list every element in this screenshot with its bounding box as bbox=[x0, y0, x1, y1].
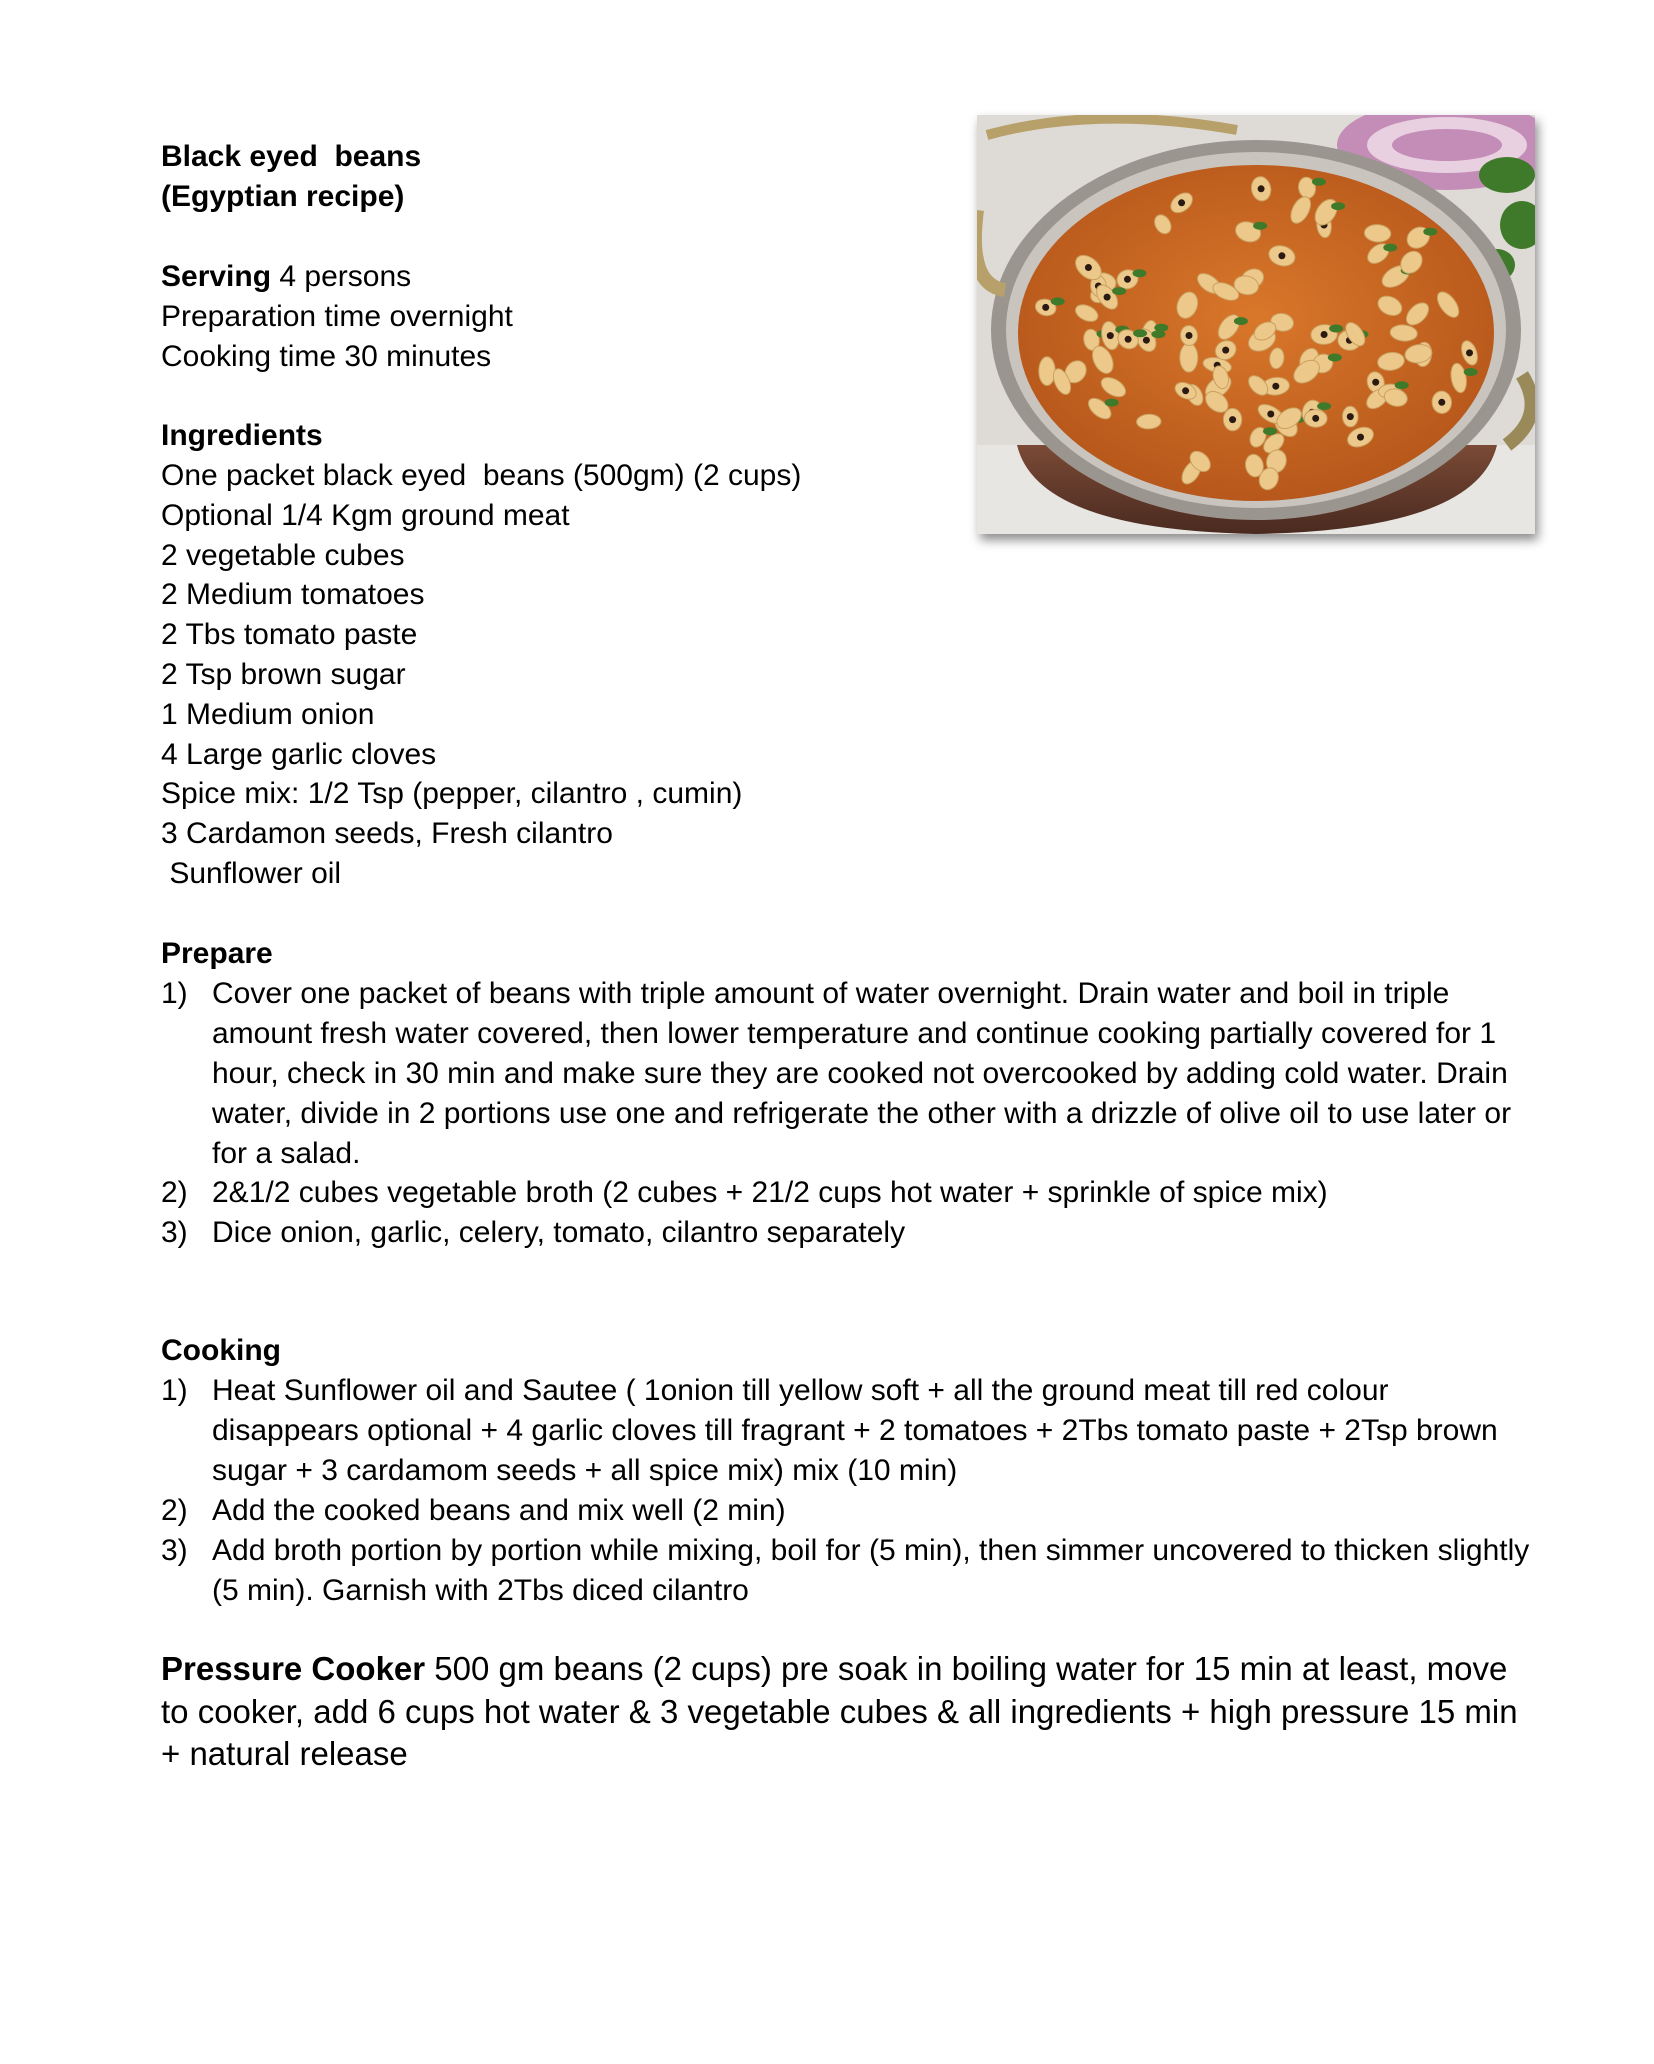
prepare-step: 2&1/2 cubes vegetable broth (2 cubes + 21/2 cups hot water + sprinkle of spice mix) bbox=[212, 1176, 1328, 1209]
bean bbox=[1180, 343, 1198, 372]
bean-eye bbox=[1143, 337, 1150, 344]
cilantro-leaf bbox=[1133, 329, 1147, 337]
bean-eye bbox=[1042, 304, 1049, 311]
bean-eye bbox=[1222, 347, 1229, 354]
bean-eye bbox=[1438, 399, 1445, 406]
bean-eye bbox=[1178, 199, 1185, 206]
pressure-cooker-paragraph bbox=[161, 1648, 1541, 1776]
cilantro-leaf bbox=[1051, 297, 1065, 305]
serving-line bbox=[161, 257, 411, 297]
bean-eye bbox=[1186, 332, 1193, 339]
bean-eye bbox=[1272, 383, 1279, 390]
cilantro-leaf bbox=[1328, 354, 1342, 362]
black-eyed-beans-dish-photo bbox=[977, 115, 1535, 534]
bean-eye bbox=[1107, 332, 1114, 339]
pressure-cooker-label: Pressure Cooker bbox=[161, 1650, 426, 1687]
prepare-heading: Prepare bbox=[161, 937, 273, 970]
bean-eye bbox=[1124, 276, 1131, 283]
bean bbox=[1039, 357, 1055, 386]
cilantro-leaf bbox=[1263, 427, 1277, 435]
bean-eye bbox=[1258, 185, 1265, 192]
ingredient-item: Optional 1/4 Kgm ground meat bbox=[161, 499, 570, 532]
ingredient-item: 3 Cardamon seeds, Fresh cilantro bbox=[161, 817, 613, 850]
ingredient-item: Spice mix: 1/2 Tsp (pepper, cilantro , cumin) bbox=[161, 777, 743, 810]
step-number: 1) bbox=[161, 1374, 188, 1407]
step-number: 2) bbox=[161, 1176, 188, 1209]
ingredient-item: 4 Large garlic cloves bbox=[161, 738, 437, 771]
ingredient-item: 2 Tsp brown sugar bbox=[161, 658, 406, 691]
ingredient-item: One packet black eyed beans (500gm) (2 cups) bbox=[161, 459, 802, 492]
bean-eye bbox=[1312, 415, 1319, 422]
cilantro-leaf bbox=[1383, 244, 1397, 252]
bean-eye bbox=[1085, 264, 1092, 271]
bean-eye bbox=[1372, 379, 1379, 386]
step-number: 2) bbox=[161, 1494, 188, 1527]
recipe-title-line2: (Egyptian recipe) bbox=[161, 180, 405, 213]
prepare-step: Cover one packet of beans with triple amount of water overnight. Drain water and boil in triple amount fresh water covered, then lower temperature and continue cooking partially covered for 1 hour, check in 30 min and make sure they are cooked not overcooked by adding cold water. Drain water, divide in 2 portions use one and refrigerate the other with a drizzle of olive oil to use later or for a salad. bbox=[212, 977, 1512, 1170]
bean-eye bbox=[1104, 294, 1111, 301]
prepare-step: Dice onion, garlic, celery, tomato, cilantro separately bbox=[212, 1216, 906, 1249]
ingredients-heading: Ingredients bbox=[161, 419, 323, 452]
cilantro-leaf bbox=[1464, 368, 1478, 376]
ingredient-item: 2 Medium tomatoes bbox=[161, 578, 425, 611]
cilantro-leaf bbox=[1112, 287, 1126, 295]
bean-eye bbox=[1125, 336, 1132, 343]
cilantro-leaf bbox=[1329, 325, 1343, 333]
cilantro-leaf bbox=[1317, 402, 1331, 410]
cilantro-leaf bbox=[1151, 330, 1165, 338]
bean-eye bbox=[1278, 252, 1285, 259]
serving-value: 4 persons bbox=[271, 260, 412, 293]
cooking-heading: Cooking bbox=[161, 1334, 281, 1367]
cooking-step: Heat Sunflower oil and Sautee ( 1onion till yellow soft + all the ground meat till red colour disappears optional + 4 garlic cloves till fragrant + 2 tomatoes + 2Tbs tomato paste + 2Tsp brown sugar + 3 cardamom seeds + all spice mix) mix (10 min) bbox=[212, 1374, 1498, 1487]
cooking-step: Add broth portion by portion while mixing, boil for (5 min), then simmer uncovered to thicken slightly (5 min). Garnish with 2Tbs diced cilantro bbox=[212, 1534, 1530, 1607]
ingredient-item: Sunflower oil bbox=[161, 857, 342, 890]
cilantro-leaf bbox=[1312, 178, 1326, 186]
step-number: 1) bbox=[161, 977, 188, 1010]
bean-eye bbox=[1182, 387, 1189, 394]
ingredient-item: 1 Medium onion bbox=[161, 698, 375, 731]
cilantro-leaf bbox=[1423, 228, 1437, 236]
ingredient-item: 2 Tbs tomato paste bbox=[161, 618, 418, 651]
cilantro-leaf bbox=[1331, 202, 1345, 210]
step-number: 3) bbox=[161, 1216, 188, 1249]
serving-label: Serving bbox=[161, 260, 272, 293]
cilantro-leaf bbox=[1105, 399, 1119, 407]
bean-eye bbox=[1466, 349, 1473, 356]
bean-eye bbox=[1357, 434, 1364, 441]
bean-eye bbox=[1347, 413, 1354, 420]
cooking-step: Add the cooked beans and mix well (2 min) bbox=[212, 1494, 786, 1527]
bean bbox=[1136, 414, 1161, 429]
bean-eye bbox=[1267, 411, 1274, 418]
ingredient-item: 2 vegetable cubes bbox=[161, 539, 405, 572]
cilantro-leaf bbox=[1253, 222, 1267, 230]
preparation-time: Preparation time overnight bbox=[161, 300, 513, 333]
cilantro-leaf bbox=[1234, 317, 1248, 325]
cilantro-leaf bbox=[1395, 381, 1409, 389]
step-number: 3) bbox=[161, 1534, 188, 1567]
recipe-title-line1: Black eyed beans bbox=[161, 140, 422, 173]
bean-eye bbox=[1229, 416, 1236, 423]
pressure-cooker-text: 500 gm beans (2 cups) pre soak in boiling water for 15 min at least, move to cooker, add 6 cups hot water & 3 vegetable cubes & all ingredients + high pressure 15 min + natural release bbox=[161, 1650, 1518, 1772]
cilantro-leaf bbox=[1133, 269, 1147, 277]
bean-eye bbox=[1321, 331, 1328, 338]
dish-illustration bbox=[977, 115, 1535, 534]
cooking-time: Cooking time 30 minutes bbox=[161, 340, 492, 373]
